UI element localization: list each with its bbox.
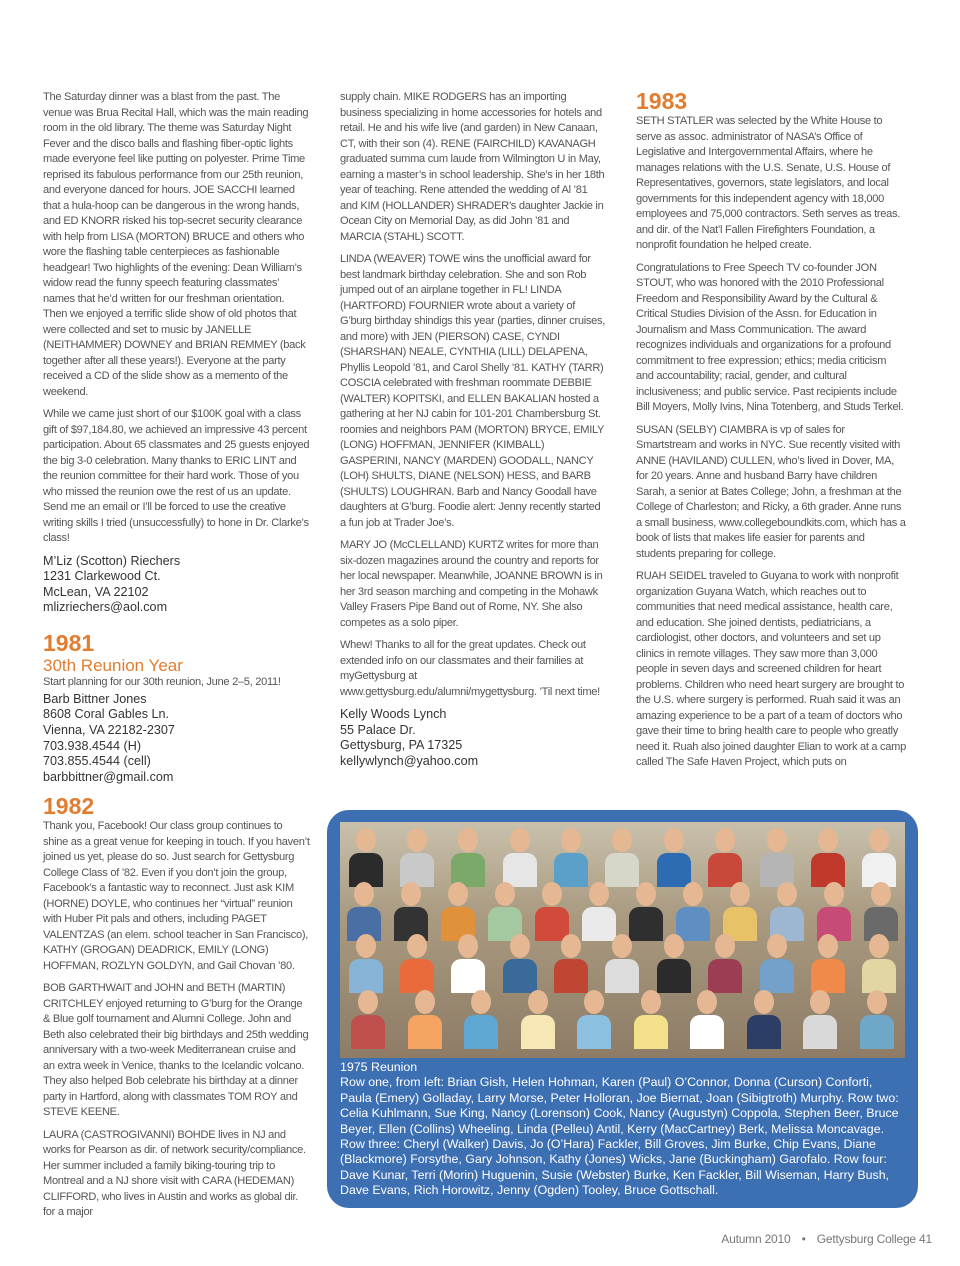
article-paragraph: RUAH SEIDEL traveled to Guyana to work with nonprofit organization Guyana Watch, which reaches out to communities that need medical assistance, health care, and education. She joined dentists, pediatricians, a cardiologist, other doctors, and volunteers and set up clinics in remote villages. They saw more than 3,000 people in seven days and screened children for heart problems. Children who need heart surgery are brought to the U.S. where surgery is performed. Ruah said it was an amazing experience to be a part of a team of doctors who gave their time to bring health care to people who greatly need it. Ruah also joined daughter Elian to work at a camp called The Safe Haven Project, which puts on bbox=[636, 570, 906, 768]
section-subheading: 30th Reunion Year bbox=[43, 655, 183, 675]
address-line: 1231 Clarkewood Ct. bbox=[43, 569, 161, 584]
reunion-note: Start planning for our 30th reunion, June 2–5, 2011! bbox=[43, 675, 281, 688]
column-1 bbox=[43, 90, 310, 795]
section-1982 bbox=[43, 793, 310, 1228]
email-link[interactable]: mlizriechers@aol.com bbox=[43, 600, 168, 615]
article-paragraph: Thank you, Facebook! Our class group continues to shine as a great venue for keeping in touch. If you haven’t joined us yet, please do so. Just search for Gettysburg College Class of ’82. Even if you don’t join the group, Facebook’s a fantastic way to reconnect. Just ask KIM (HORNE) DOYLE, who continues her “virtual” reunion with Huber Pit pals and others, including PAGET VALENTZAS (an elem. school teacher in San Francisco), KATHY (GROGAN) DEADRICK, EMILY (LONG) HOFFMAN, ROZLYN GOLDYN, and Gail Chovan ’80. bbox=[43, 820, 310, 972]
article-paragraph: MARY JO (McCLELLAND) KURTZ writes for more than six-dozen magazines around the country and reports for her local newspaper. Meanwhile, JOANNE BROWN is in her 3rd season marching and competing in the Mohawk Valley Frasers Pipe Band out of Rome, NY. She also competes as a solo piper. bbox=[340, 539, 603, 629]
column-3 bbox=[636, 88, 906, 778]
article-paragraph: The Saturday dinner was a blast from the past. The venue was Brua Recital Hall, which was the main reading room in the old library. The theme was Saturday Night Fever and the disco balls and flashing fiber-optic lights made everyone feel like putting on polyester. Prime Time reprised its fabulous performance from our 25th reunion, and everyone danced for hours. JOE SACCHI learned that a hula-hoop can be dangerous in the wrong hands, and ED KNORR risked his top-secret security clearance with help from LISA (MORTON) BRUCE and others who wore the flashing table centerpieces as fashionable headgear! Two highlights of the evening: Dean William’s widow read the funny speech featuring classmates’ names that he’d written for our freshman orientation. Then we enjoyed a terrific slide show of old photos that were collected and set to music by JANELLE (NEITHAMMER) DOWNEY and BRIAN REMMEY (back together after all these years!). Everyone at the party received a CD of the slide show as a memento of the weekend. bbox=[43, 91, 309, 398]
address-line: 55 Palace Dr. bbox=[340, 722, 416, 737]
article-paragraph: LAURA (CASTROGIVANNI) BOHDE lives in NJ and works for Pearson as dir. of network security/compliance. Her summer included a family biking-touring trip to Montreal and a NJ shore visit with CARA (HEDEMAN) CLIFFORD, who lives in Austin and works as global dir. for a major bbox=[43, 1128, 306, 1218]
address-line: Gettysburg, PA 17325 bbox=[340, 738, 463, 753]
article-paragraph: Whew! Thanks to all for the great updates. Check out extended info on our classmates and their families at myGettysburg at www.gettysburg.edu/alumni/mygettysburg. ’Til next time! bbox=[340, 639, 600, 698]
phone-cell: 703.855.4544 (cell) bbox=[43, 754, 151, 769]
group-photo bbox=[340, 822, 905, 1058]
article-paragraph: SUSAN (SELBY) CIAMBRA is vp of sales for Smartstream and works in NYC. Sue recently visited with ANNE (HAVILAND) CULLEN, who’s lived in Dover, MA, for 20 years. Anne and husband Barry have children Sarah, a senior at Bates College; John, a freshman at the College of Charleston; and Ricky, a 6th grader. Anne runs a small business, www.collegeboundkits.com, which has a book of lists that makes life easier for parents and students preparing for college. bbox=[636, 423, 906, 560]
article-paragraph: While we came just short of our $100K goal with a class gift of $97,184.80, we achieved an impressive 43 percent participation. About 65 classmates and 25 guests enjoyed the big 3-0 celebration. Many thanks to ERIC LINT and the reunion committee for their hard work. Those of you who missed the reunion owe the rest of us an update. Send me an email or I’ll be forced to use the creative writing skills I tried (unsuccessfully) to hone in Dr. Clarke’s class! bbox=[43, 408, 310, 544]
issue-season: Autumn 2010 bbox=[721, 1232, 791, 1246]
article-paragraph: supply chain. MIKE RODGERS has an importing business specializing in home accessories for hotels and retail. He and his wife live (and garden) in New Canaan, CT, with their son (4). RENE (FAIRCHILD) KAVANAGH graduated summa cum laude from Wilmington U in May, earning a master’s in school leadership. She’s in her 18th year of teaching. Rene attended the wedding of Al ’81 and KIM (HOLLANDER) SHRADER’s daughter Jackie in Ocean City on Memorial Day, as did John ’81 and MARCIA (STAHL) SCOTT. bbox=[340, 91, 605, 243]
address-line: Kelly Woods Lynch bbox=[340, 707, 447, 721]
address-line: M’Liz (Scotton) Riechers bbox=[43, 553, 181, 568]
article-paragraph: LINDA (WEAVER) TOWE wins the unofficial award for best landmark birthday celebration. She and son Rob jumped out of an airplane together in FL! LINDA (HARTFORD) FOURNIER wrote about a variety of G’burg birthday shindigs this year (parties, dinner cruises, and more) with JEN (PIERSON) CASE, CYNDI (SHARSHAN) NEALE, CYNTHIA (LILL) DELAPENA, Phyllis Leopold ’81, and Carol Shelly ’81. KATHY (TARR) COSCIA celebrated with freshman roommate DEBBIE (WALTER) KOPITSKI, and ELLEN BAKALIAN hosted a gathering at her NJ cabin for 101-201 Chambersburg St. roomies and neighbors PAM (MORTON) BRYCE, EMILY (LONG) HOFFMAN, JENNIFER (KIMBALL) GASPERINI, NANCY (MARDEN) GOODALL, NANCY (LOH) SHULTS, DIANE (NELSON) HESS, and BARB (SHULTS) LOUGHRAN. Barb and Nancy Goodall have daughters at G’burg. Foodie alert: Jenny recently started a fun job at Trader Joe’s. bbox=[340, 253, 606, 529]
correspondent-address bbox=[43, 692, 310, 786]
photo-caption bbox=[340, 1060, 906, 1199]
address-line: McLean, VA 22102 bbox=[43, 584, 149, 599]
class-year-heading: 1983 bbox=[636, 88, 688, 114]
address-line: Vienna, VA 22182-2307 bbox=[43, 723, 175, 738]
article-paragraph: BOB GARTHWAIT and JOHN and BETH (MARTIN) CRITCHLEY enjoyed returning to G’burg for the Orange & Blue golf tournament and Alumni College. John and Beth also celebrated their big birthdays and 25th wedding anniversary with a two-week Mediterranean cruise and an extra week in Venice, thanks to the Icelandic volcano. They also helped Bob celebrate his birthday at a dinner party in Hartford, along with classmates TOM ROY and STEVE KEENE. bbox=[43, 982, 309, 1118]
class-year-heading: 1981 bbox=[43, 629, 95, 656]
phone-home: 703.938.4544 (H) bbox=[43, 738, 142, 753]
page-number: 41 bbox=[919, 1232, 932, 1246]
column-2 bbox=[340, 90, 607, 779]
caption-text: Row one, from left: Brian Gish, Helen Hohman, Karen (Paul) O’Connor, Donna (Curson) Conforti, Paula (Emery) Golladay, Larry Morse, Peter Holloran, Joe Biernat, Joan (Sibigtroth) Murphy. Row two: Celia Kuhlmann, Sue King, Nancy (Lorenson) Cook, Nancy (Augustyn) Coppola, Stephen Beer, Bruce Beyer, Ellen (Collins) Wheeling, Linda (Pelleu) Antil, Kerry (MacCartney) Berk, Melissa Moncavage. Row three: Cheryl (Walker) Davis, Jo (O’Hara) Fackler, Bill Groves, Jim Burke, Chip Evans, Diane (Blackmore) Forsythe, Gary Johnson, Kathy (Jones) Wicks, Jane (Buckingham) Garofalo. Row four: Dave Kunar, Terri (Morin) Huguenin, Susie (Webster) Burke, Ken Fackler, Bill Wiseman, Harry Bush, Dave Evans, Rich Horowitz, Jenny (Ogden) Tooley, Bruce Gottschall. bbox=[340, 1075, 899, 1198]
separator-dot: • bbox=[801, 1232, 806, 1246]
correspondent-address bbox=[340, 707, 607, 769]
caption-title: 1975 Reunion bbox=[340, 1060, 418, 1074]
page-footer bbox=[721, 1232, 932, 1246]
correspondent-address bbox=[43, 554, 310, 616]
article-paragraph: Congratulations to Free Speech TV co-founder JON STOUT, who was honored with the 2010 Professional Freedom and Responsibility Award by the Cultural & Critical Studies Division of the Assn. for Education in Journalism and Mass Communication. The award recognizes individuals and organizations for a profound commitment to free expression; ethics; media criticism and accountability; racial, gender, and cultural inclusiveness; and public service. Past recipients include Bill Moyers, Molly Ivins, Nina Totenberg, and Studs Terkel. bbox=[636, 261, 904, 413]
address-line: Barb Bittner Jones bbox=[43, 691, 147, 706]
publication-name: Gettysburg College bbox=[816, 1232, 916, 1246]
email-link[interactable]: barbbittner@gmail.com bbox=[43, 769, 174, 784]
address-line: 8608 Coral Gables Ln. bbox=[43, 707, 170, 722]
reunion-photo-box bbox=[327, 810, 918, 1208]
email-link[interactable]: kellywlynch@yahoo.com bbox=[340, 753, 479, 768]
class-year-heading: 1982 bbox=[43, 793, 95, 819]
article-paragraph: SETH STATLER was selected by the White House to serve as assoc. administrator of NASA’s Office of Legislative and Intergovernmental Affairs, where he manages relations with the U.S. Senate, U.S. House of Representatives, governors, state legislators, and local governments for this independent agency with 18,000 employees and 75,000 contractors. Seth serves as treas. and dir. of the Nat’l Fallen Firefighters Foundation, a nonprofit foundation he helped create. bbox=[636, 115, 901, 251]
